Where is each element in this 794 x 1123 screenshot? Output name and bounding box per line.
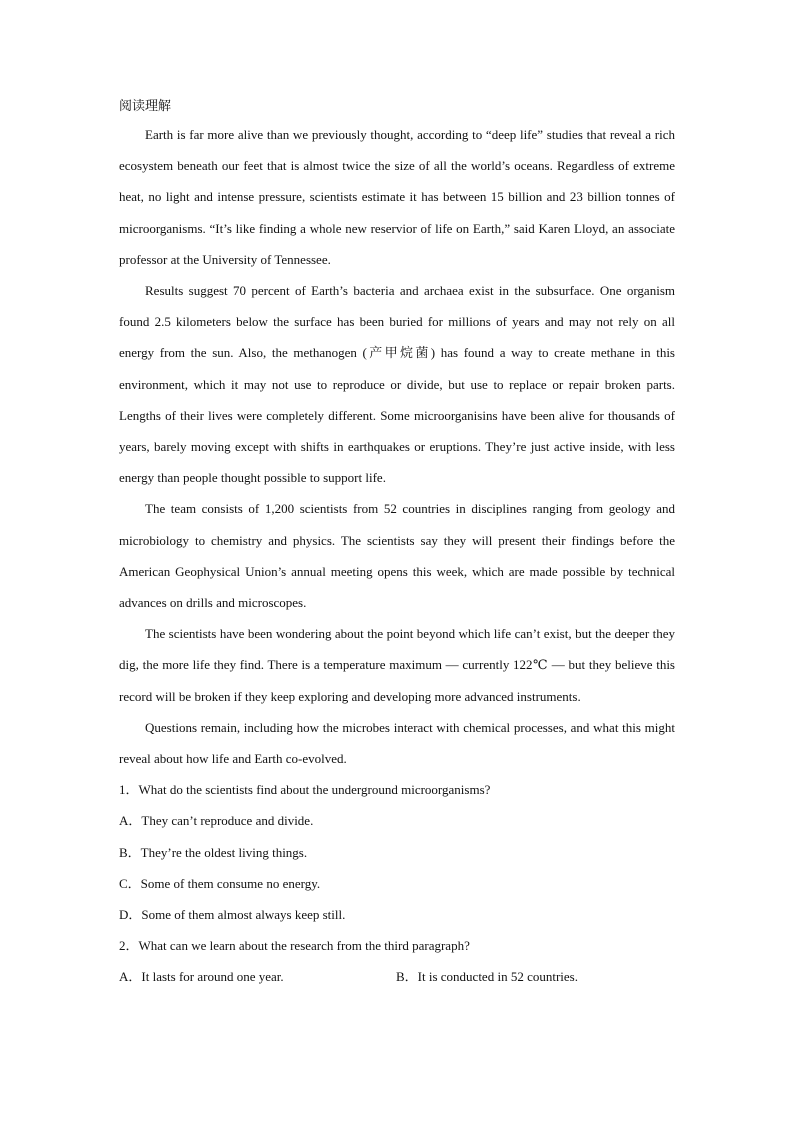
question-2-options-row <box>119 961 675 992</box>
passage-paragraph-5: Questions remain, including how the microbes interact with chemical processes, and what this might reveal about how life and Earth co-evolved. <box>119 719 675 767</box>
passage-paragraph-2: Results suggest 70 percent of Earth’s bacteria and archaea exist in the subsurface. One organism found 2.5 kilometers below the surface has been buried for millions of years and may not rely on all energy from the sun. Also, the methanogen (产甲烷菌) has found a way to create methane in this environment, which it may not use to reproduce or divide, but use to replace or repair broken parts. Lengths of their lives were completely different. Some microorganisins have been alive for thousands of years, barely moving except with shifts in earthquakes or eruptions. They’re just active inside, with less energy than people thought possible to support life. <box>119 283 675 486</box>
question-2 <box>119 930 675 992</box>
question-1 <box>119 774 675 930</box>
section-title: 阅读理解 <box>119 99 172 114</box>
question-1-option-b: B．They’re the oldest living things. <box>119 844 308 860</box>
question-1-option-d: D．Some of them almost always keep still. <box>119 907 346 923</box>
passage-paragraph-3: The team consists of 1,200 scientists from 52 countries in disciplines ranging from geology and microbiology to chemistry and physics. The scientists say they will present their findings before the American Geophysical Union’s annual meeting opens this week, which are made possible by technical advances on drills and microscopes. <box>119 501 675 611</box>
question-1-stem: 1．What do the scientists find about the underground microorganisms? <box>119 782 491 798</box>
passage-paragraph-4: The scientists have been wondering about the point beyond which life can’t exist, but the deeper they dig, the more life they find. There is a temperature maximum — currently 122℃ — but they believe this record will be broken if they keep exploring and developing more advanced instruments. <box>119 626 675 704</box>
question-2-option-b: B．It is conducted in 52 countries. <box>396 969 578 985</box>
question-2-option-a: A．It lasts for around one year. <box>119 969 284 985</box>
question-1-option-c: C．Some of them consume no energy. <box>119 875 321 891</box>
reading-comprehension-section <box>119 95 675 993</box>
question-1-option-a: A．They can’t reproduce and divide. <box>119 813 314 829</box>
passage-paragraph-1: Earth is far more alive than we previously thought, according to “deep life” studies that reveal a rich ecosystem beneath our feet that is almost twice the size of all the world’s oceans. Regardless of extreme heat, no light and intense pressure, scientists estimate it has between 15 billion and 23 billion tonnes of microorganisms. “It’s like finding a whole new reservior of life on Earth,” said Karen Lloyd, an associate professor at the University of Tennessee. <box>119 127 675 267</box>
question-2-stem: 2．What can we learn about the research from the third paragraph? <box>119 938 470 954</box>
